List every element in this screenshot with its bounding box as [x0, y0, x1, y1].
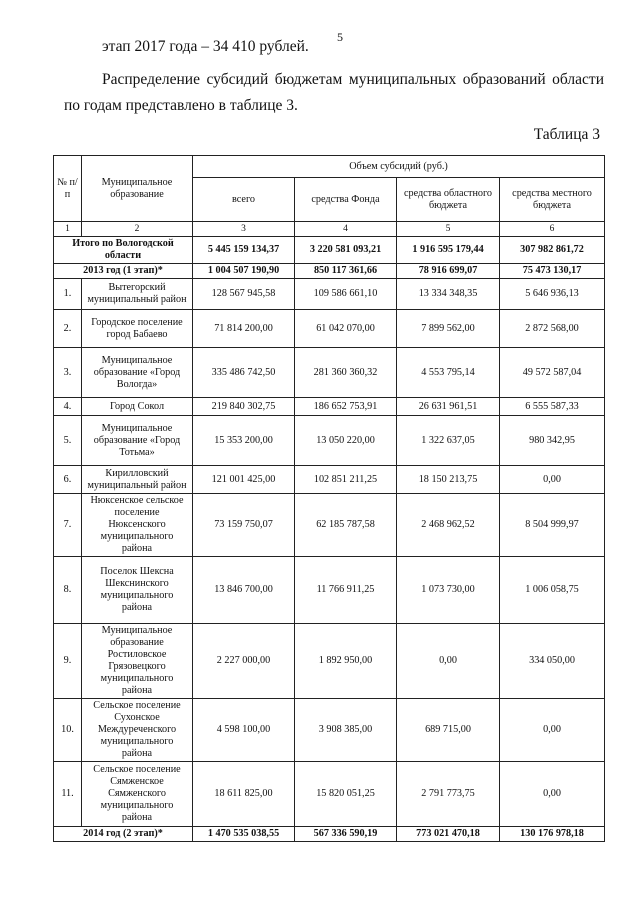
row-local: 980 342,95: [500, 416, 605, 466]
row-local: 334 050,00: [500, 624, 605, 699]
row-total: 335 486 742,50: [193, 348, 295, 398]
index-cell: 3: [193, 222, 295, 237]
total-fund: 3 220 581 093,21: [295, 237, 397, 264]
row-total: 15 353 200,00: [193, 416, 295, 466]
index-cell: 2: [82, 222, 193, 237]
table-label: Таблица 3: [533, 126, 600, 143]
row-fund: 1 892 950,00: [295, 624, 397, 699]
stage-total: 1 470 535 038,55: [193, 827, 295, 842]
row-municipality: Сельское поселение Сямженское Сямженского муниципального района: [82, 762, 193, 827]
row-regional: 2 468 962,52: [397, 494, 500, 557]
page-number: 5: [337, 30, 343, 44]
table-row: [54, 624, 605, 699]
row-total: 71 814 200,00: [193, 310, 295, 348]
table-row: [54, 279, 605, 310]
row-municipality: Город Сокол: [82, 398, 193, 416]
total-label: 2013 год (1 этап)*: [54, 264, 193, 279]
row-regional: 2 791 773,75: [397, 762, 500, 827]
total-fund: 850 117 361,66: [295, 264, 397, 279]
total-row: [54, 264, 605, 279]
row-fund: 15 820 051,25: [295, 762, 397, 827]
row-regional: 4 553 795,14: [397, 348, 500, 398]
row-regional: 26 631 961,51: [397, 398, 500, 416]
row-local: 0,00: [500, 762, 605, 827]
row-regional: 7 899 562,00: [397, 310, 500, 348]
table-row: [54, 557, 605, 624]
row-local: 49 572 587,04: [500, 348, 605, 398]
row-municipality: Нюксенское сельское поселение Нюксенского муниципального района: [82, 494, 193, 557]
row-municipality: Муниципальное образование «Город Тотьма»: [82, 416, 193, 466]
header-volume: Объем субсидий (руб.): [193, 156, 605, 178]
table-row: [54, 398, 605, 416]
row-regional: 13 334 348,35: [397, 279, 500, 310]
total-local: 307 982 861,72: [500, 237, 605, 264]
row-regional: 1 073 730,00: [397, 557, 500, 624]
total-total: 5 445 159 134,37: [193, 237, 295, 264]
row-total: 4 598 100,00: [193, 699, 295, 762]
row-local: 8 504 999,97: [500, 494, 605, 557]
row-total: 128 567 945,58: [193, 279, 295, 310]
row-fund: 102 851 211,25: [295, 466, 397, 494]
stage-local: 130 176 978,18: [500, 827, 605, 842]
row-municipality: Кирилловский муниципальный район: [82, 466, 193, 494]
table-row: [54, 699, 605, 762]
subsidy-table: [53, 155, 605, 842]
total-local: 75 473 130,17: [500, 264, 605, 279]
row-total: 73 159 750,07: [193, 494, 295, 557]
row-total: 2 227 000,00: [193, 624, 295, 699]
row-local: 0,00: [500, 466, 605, 494]
row-num: 7.: [54, 494, 82, 557]
row-fund: 3 908 385,00: [295, 699, 397, 762]
table-row: [54, 416, 605, 466]
row-total: 121 001 425,00: [193, 466, 295, 494]
row-num: 8.: [54, 557, 82, 624]
table-row: [54, 494, 605, 557]
row-num: 10.: [54, 699, 82, 762]
row-num: 6.: [54, 466, 82, 494]
header-local: средства местного бюджета: [500, 178, 605, 222]
total-total: 1 004 507 190,90: [193, 264, 295, 279]
row-fund: 62 185 787,58: [295, 494, 397, 557]
stage-fund: 567 336 590,19: [295, 827, 397, 842]
row-fund: 281 360 360,32: [295, 348, 397, 398]
row-local: 5 646 936,13: [500, 279, 605, 310]
row-regional: 0,00: [397, 624, 500, 699]
stage-label: 2014 год (2 этап)*: [54, 827, 193, 842]
header-num: № п/п: [54, 156, 82, 222]
total-regional: 1 916 595 179,44: [397, 237, 500, 264]
header-total: всего: [193, 178, 295, 222]
row-num: 1.: [54, 279, 82, 310]
row-local: 0,00: [500, 699, 605, 762]
row-num: 9.: [54, 624, 82, 699]
header-municipality: Муниципальное образование: [82, 156, 193, 222]
table-row: [54, 310, 605, 348]
index-cell: 5: [397, 222, 500, 237]
row-local: 2 872 568,00: [500, 310, 605, 348]
row-local: 6 555 587,33: [500, 398, 605, 416]
total-label: Итого по Вологодской области: [54, 237, 193, 264]
row-municipality: Вытегорский муниципальный район: [82, 279, 193, 310]
row-regional: 1 322 637,05: [397, 416, 500, 466]
row-municipality: Сельское поселение Сухонское Междуреченского муниципального района: [82, 699, 193, 762]
row-fund: 109 586 661,10: [295, 279, 397, 310]
table-row: [54, 348, 605, 398]
row-fund: 61 042 070,00: [295, 310, 397, 348]
index-row: [54, 222, 605, 237]
table-row: [54, 466, 605, 494]
row-fund: 13 050 220,00: [295, 416, 397, 466]
row-local: 1 006 058,75: [500, 557, 605, 624]
stage-regional: 773 021 470,18: [397, 827, 500, 842]
paragraph: [64, 67, 604, 119]
index-cell: 4: [295, 222, 397, 237]
table-row: [54, 762, 605, 827]
row-regional: 689 715,00: [397, 699, 500, 762]
row-total: 13 846 700,00: [193, 557, 295, 624]
row-total: 219 840 302,75: [193, 398, 295, 416]
row-municipality: Поселок Шексна Шекснинского муниципального района: [82, 557, 193, 624]
row-fund: 186 652 753,91: [295, 398, 397, 416]
paragraph-text: Распределение субсидий бюджетам муниципальных образований области по годам представлено в таблице 3.: [64, 71, 604, 114]
row-total: 18 611 825,00: [193, 762, 295, 827]
index-cell: 1: [54, 222, 82, 237]
row-num: 5.: [54, 416, 82, 466]
index-cell: 6: [500, 222, 605, 237]
total-regional: 78 916 699,07: [397, 264, 500, 279]
row-num: 2.: [54, 310, 82, 348]
stage-total-row: [54, 827, 605, 842]
row-num: 3.: [54, 348, 82, 398]
total-row: [54, 237, 605, 264]
header-fund: средства Фонда: [295, 178, 397, 222]
row-num: 4.: [54, 398, 82, 416]
row-municipality: Муниципальное образование «Город Вологда»: [82, 348, 193, 398]
row-num: 11.: [54, 762, 82, 827]
text-line: этап 2017 года – 34 410 рублей.: [102, 38, 309, 55]
row-regional: 18 150 213,75: [397, 466, 500, 494]
row-municipality: Муниципальное образование Ростиловское Грязовецкого муниципального района: [82, 624, 193, 699]
row-fund: 11 766 911,25: [295, 557, 397, 624]
header-regional: средства областного бюджета: [397, 178, 500, 222]
row-municipality: Городское поселение город Бабаево: [82, 310, 193, 348]
